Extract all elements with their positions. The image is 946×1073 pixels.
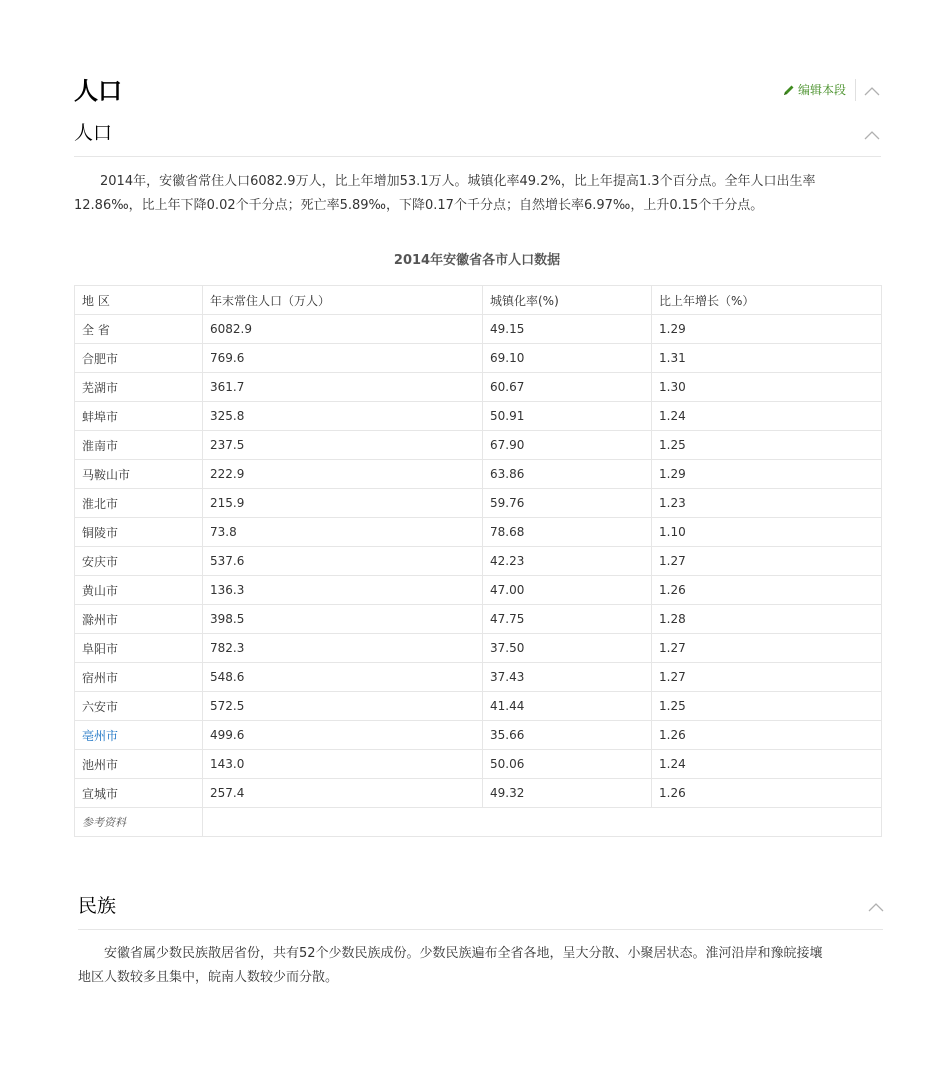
table-cell: 47.75 bbox=[483, 605, 652, 634]
table-cell: 136.3 bbox=[203, 576, 483, 605]
region-cell: 宿州市 bbox=[75, 663, 203, 692]
table-row bbox=[75, 547, 882, 576]
table-row bbox=[75, 431, 882, 460]
region-cell: 安庆市 bbox=[75, 547, 203, 576]
table-row bbox=[75, 750, 882, 779]
region-cell: 阜阳市 bbox=[75, 634, 203, 663]
table-cell: 769.6 bbox=[203, 344, 483, 373]
edit-section-label: 编辑本段 bbox=[798, 83, 847, 97]
table-row bbox=[75, 315, 882, 344]
table-cell: 1.25 bbox=[652, 692, 882, 721]
table-cell: 1.26 bbox=[652, 576, 882, 605]
table-cell: 572.5 bbox=[203, 692, 483, 721]
reference-row bbox=[75, 808, 882, 837]
table-caption: 2014年安徽省各市人口数据 bbox=[393, 253, 561, 268]
population-paragraph bbox=[74, 170, 904, 218]
table-row bbox=[75, 402, 882, 431]
table-cell: 1.28 bbox=[652, 605, 882, 634]
paragraph-line: 12.86‰，比上年下降0.02个千分点；死亡率5.89‰，下降0.17个千分点；自然增长率6.97‰，上升0.15个千分点。 bbox=[74, 198, 764, 213]
table-cell: 548.6 bbox=[203, 663, 483, 692]
table-cell: 37.43 bbox=[483, 663, 652, 692]
table-row bbox=[75, 663, 882, 692]
table-cell: 37.50 bbox=[483, 634, 652, 663]
table-row bbox=[75, 460, 882, 489]
table-cell: 537.6 bbox=[203, 547, 483, 576]
table-cell: 1.31 bbox=[652, 344, 882, 373]
header-cell: 地 区 bbox=[75, 286, 203, 315]
table-cell: 49.32 bbox=[483, 779, 652, 808]
table-cell: 1.25 bbox=[652, 431, 882, 460]
region-cell: 马鞍山市 bbox=[75, 460, 203, 489]
table-cell: 499.6 bbox=[203, 721, 483, 750]
table-cell: 361.7 bbox=[203, 373, 483, 402]
table-cell: 60.67 bbox=[483, 373, 652, 402]
page-title: 人口 bbox=[74, 77, 122, 105]
table-cell: 1.29 bbox=[652, 315, 882, 344]
table-cell: 1.27 bbox=[652, 634, 882, 663]
table-cell: 63.86 bbox=[483, 460, 652, 489]
chevron-up-icon[interactable] bbox=[863, 129, 881, 141]
region-cell: 池州市 bbox=[75, 750, 203, 779]
table-cell: 6082.9 bbox=[203, 315, 483, 344]
paragraph-line: 安徽省属少数民族散居省份，共有52个少数民族成份。少数民族遍布全省各地，呈大分散、小聚居状态。淮河沿岸和豫皖接壤 bbox=[104, 946, 823, 961]
chevron-up-icon[interactable] bbox=[867, 901, 885, 913]
region-cell: 宣城市 bbox=[75, 779, 203, 808]
table-cell: 143.0 bbox=[203, 750, 483, 779]
table-header-row bbox=[75, 286, 882, 315]
table-cell: 67.90 bbox=[483, 431, 652, 460]
table-cell: 1.10 bbox=[652, 518, 882, 547]
empty-cell bbox=[203, 808, 882, 837]
reference-link[interactable]: 参考资料 bbox=[75, 808, 203, 837]
region-cell: 六安市 bbox=[75, 692, 203, 721]
table-row bbox=[75, 576, 882, 605]
table-cell: 73.8 bbox=[203, 518, 483, 547]
table-cell: 1.26 bbox=[652, 779, 882, 808]
table-cell: 50.06 bbox=[483, 750, 652, 779]
table-cell: 59.76 bbox=[483, 489, 652, 518]
table-row bbox=[75, 489, 882, 518]
table-row bbox=[75, 692, 882, 721]
divider bbox=[855, 79, 856, 101]
region-cell: 蚌埠市 bbox=[75, 402, 203, 431]
table-row bbox=[75, 605, 882, 634]
table-cell: 325.8 bbox=[203, 402, 483, 431]
table-cell: 1.27 bbox=[652, 663, 882, 692]
region-cell: 淮北市 bbox=[75, 489, 203, 518]
table-row bbox=[75, 344, 882, 373]
ethnic-paragraph bbox=[78, 942, 908, 990]
region-cell: 全 省 bbox=[75, 315, 203, 344]
region-cell: 合肥市 bbox=[75, 344, 203, 373]
section-divider bbox=[78, 929, 883, 930]
table-cell: 1.26 bbox=[652, 721, 882, 750]
table-row bbox=[75, 518, 882, 547]
table-cell: 50.91 bbox=[483, 402, 652, 431]
region-cell: 淮南市 bbox=[75, 431, 203, 460]
table-row bbox=[75, 779, 882, 808]
table-cell: 35.66 bbox=[483, 721, 652, 750]
table-cell: 41.44 bbox=[483, 692, 652, 721]
table-cell: 398.5 bbox=[203, 605, 483, 634]
section-heading-population: 人口 bbox=[74, 122, 113, 144]
table-cell: 1.27 bbox=[652, 547, 882, 576]
table-cell: 69.10 bbox=[483, 344, 652, 373]
table-cell: 1.24 bbox=[652, 750, 882, 779]
section-divider bbox=[74, 156, 881, 157]
edit-section-link[interactable] bbox=[782, 82, 846, 98]
pencil-icon bbox=[782, 83, 796, 97]
city-link[interactable]: 亳州市 bbox=[75, 721, 203, 750]
table-cell: 1.23 bbox=[652, 489, 882, 518]
table-cell: 78.68 bbox=[483, 518, 652, 547]
table-cell: 1.30 bbox=[652, 373, 882, 402]
region-cell: 滁州市 bbox=[75, 605, 203, 634]
header-cell: 年末常住人口（万人） bbox=[203, 286, 483, 315]
table-cell: 257.4 bbox=[203, 779, 483, 808]
table-row bbox=[75, 721, 882, 750]
region-cell: 黄山市 bbox=[75, 576, 203, 605]
table-cell: 1.29 bbox=[652, 460, 882, 489]
table-cell: 1.24 bbox=[652, 402, 882, 431]
section-heading-ethnic: 民族 bbox=[78, 895, 117, 917]
paragraph-line: 地区人数较多且集中，皖南人数较少而分散。 bbox=[78, 970, 339, 985]
table-cell: 47.00 bbox=[483, 576, 652, 605]
region-cell: 芜湖市 bbox=[75, 373, 203, 402]
paragraph-line: 2014年，安徽省常住人口6082.9万人，比上年增加53.1万人。城镇化率49.2%，比上年提高1.3个百分点。全年人口出生率 bbox=[100, 174, 816, 189]
table-cell: 215.9 bbox=[203, 489, 483, 518]
header-cell: 城镇化率(%) bbox=[483, 286, 652, 315]
table-cell: 42.23 bbox=[483, 547, 652, 576]
population-table bbox=[74, 285, 882, 837]
table-cell: 782.3 bbox=[203, 634, 483, 663]
table-row bbox=[75, 373, 882, 402]
header-cell: 比上年增长（%） bbox=[652, 286, 882, 315]
chevron-up-icon[interactable] bbox=[863, 85, 881, 97]
table-cell: 237.5 bbox=[203, 431, 483, 460]
table-cell: 222.9 bbox=[203, 460, 483, 489]
region-cell: 铜陵市 bbox=[75, 518, 203, 547]
table-cell: 49.15 bbox=[483, 315, 652, 344]
table-row bbox=[75, 634, 882, 663]
